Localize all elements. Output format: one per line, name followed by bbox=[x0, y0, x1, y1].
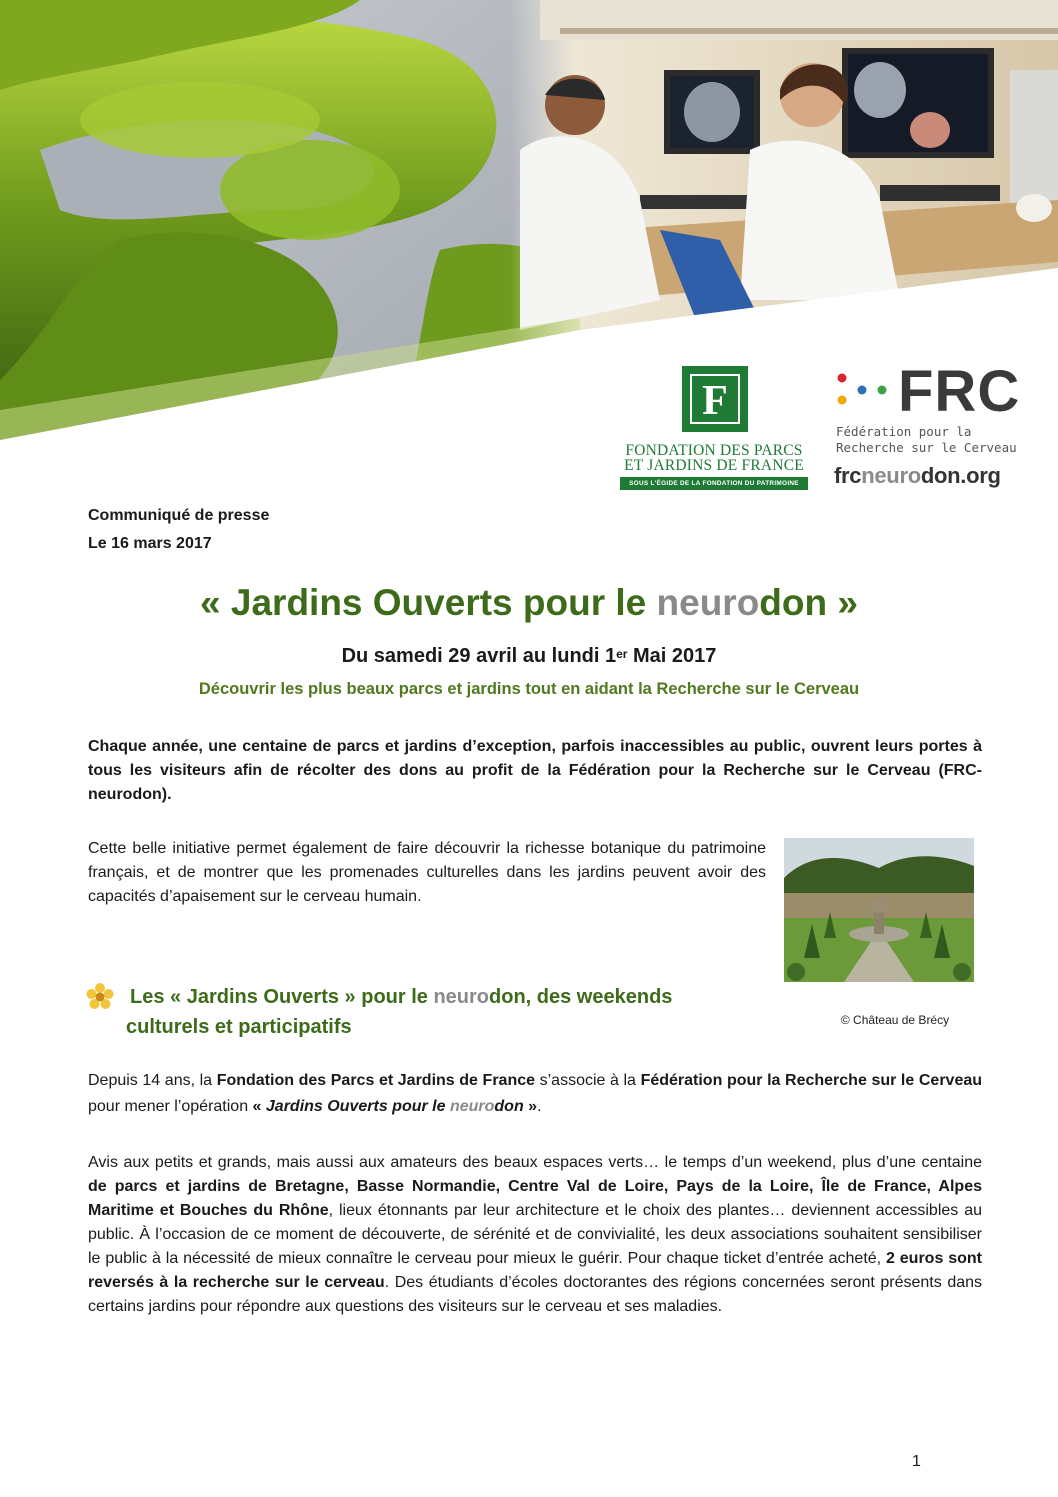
fpjf-emblem-letter: F bbox=[690, 374, 740, 424]
avis-b1: de parcs et jardins de Bretagne, Basse Normandie, Centre Val de Loire, Pays de la Loire, Île de France, Alpes Maritime et Bouches du Rhône bbox=[88, 1178, 982, 1219]
avis-t1: Avis aux petits et grands, mais aussi aux amateurs des beaux espaces verts… le temps d’un weekend, plus d’une centaine bbox=[88, 1154, 982, 1171]
heading-part-b: don, des weekends bbox=[489, 986, 673, 1008]
fpjf-emblem-icon bbox=[682, 366, 748, 432]
press-release-label: Communiqué de presse bbox=[88, 507, 270, 524]
frc-acronym: FRC bbox=[898, 359, 1021, 424]
depuis-quote-close: » bbox=[523, 1098, 538, 1115]
garden-photo bbox=[784, 838, 974, 982]
depuis-b2: Fédération pour la Recherche sur le Cerveau bbox=[640, 1072, 983, 1089]
depuis-t3: pour mener l’opération bbox=[88, 1098, 253, 1115]
event-dates bbox=[0, 642, 1058, 670]
depuis-op-neuro: neuro bbox=[449, 1098, 495, 1115]
title-part-don: don bbox=[759, 582, 828, 623]
partnership-paragraph bbox=[88, 1068, 982, 1120]
page-title bbox=[0, 578, 1058, 628]
date-part-sup: er bbox=[616, 647, 628, 661]
heading-part-a: Les « Jardins Ouverts » pour le bbox=[130, 986, 434, 1008]
fpjf-name-line1: FONDATION DES PARCS bbox=[625, 442, 803, 459]
section-heading bbox=[126, 982, 786, 1042]
botanic-paragraph: Cette belle initiative permet également de faire découvrir la richesse botanique du patrimoine français, et de montrer que les promenades culturelles dans les jardins peuvent avoir des capacités d’apaisement sur le cerveau humain. bbox=[88, 840, 766, 905]
frc-logo bbox=[832, 359, 1032, 494]
frc-url: frcneurodon.org bbox=[834, 463, 1001, 488]
avis-t3: . Des étudiants d’écoles doctorantes des régions concernées seront présents dans certains jardins pour répondre aux questions des visiteurs sur le cerveau et ses maladies. bbox=[88, 1274, 983, 1315]
frc-name-line2: Recherche sur le Cerveau bbox=[836, 440, 1017, 455]
page-number: 1 bbox=[912, 1453, 921, 1470]
heading-part-neuro: neuro bbox=[433, 986, 490, 1008]
depuis-quote-open: « bbox=[252, 1098, 266, 1115]
depuis-t1: Depuis 14 ans, la bbox=[88, 1072, 217, 1089]
depuis-op-title: Jardins Ouverts pour le bbox=[265, 1098, 450, 1115]
depuis-op-don: don bbox=[494, 1098, 524, 1115]
title-part-neuro: neuro bbox=[656, 582, 760, 623]
flower-icon bbox=[86, 983, 114, 1011]
frc-name-line1: Fédération pour la bbox=[836, 424, 972, 439]
fpjf-name-line2: ET JARDINS DE FRANCE bbox=[624, 457, 804, 474]
heading-line2: culturels et participatifs bbox=[126, 1016, 352, 1038]
date-part-before: Du samedi 29 avril au lundi 1 bbox=[341, 645, 617, 667]
title-part-open: « Jardins Ouverts pour le bbox=[200, 582, 657, 623]
fpjf-tagline: SOUS L'ÉGIDE DE LA FONDATION DU PATRIMOINE bbox=[620, 477, 808, 490]
date-part-after: Mai 2017 bbox=[627, 645, 717, 667]
intro-paragraph: Chaque année, une centaine de parcs et jardins d’exception, parfois inaccessibles au public, ouvrent leurs portes à tous les visiteurs afin de récolter des dons au profit de la Fédération pour la Recherche sur le Cerveau (FRC-neurodon). bbox=[88, 738, 982, 803]
invitation-paragraph bbox=[88, 1151, 982, 1319]
avis-t2: , lieux étonnants par leur architecture et le choix des plantes… deviennent accessibles au public. À l’occasion de ce moment de découverte, de sérénité et de convivialité, les deux associations souhaitent sensibiliser le public à la nécessité de mieux connaître le cerveau pour mieux le guérir. Pour chaque ticket d’entrée acheté, bbox=[88, 1202, 982, 1267]
depuis-t4: . bbox=[537, 1098, 542, 1115]
depuis-t2: s’associe à la bbox=[535, 1072, 641, 1089]
photo-credit: © Château de Brécy bbox=[840, 1013, 950, 1027]
avis-b2: 2 euros sont reversés à la recherche sur le cerveau bbox=[88, 1250, 982, 1291]
press-release-date: Le 16 mars 2017 bbox=[88, 535, 212, 552]
depuis-b1: Fondation des Parcs et Jardins de France bbox=[216, 1072, 536, 1089]
title-part-close: » bbox=[827, 582, 858, 623]
frc-dots-icon bbox=[836, 372, 892, 408]
page-subtitle: Découvrir les plus beaux parcs et jardins tout en aidant la Recherche sur le Cerveau bbox=[198, 680, 860, 698]
fpjf-logo bbox=[618, 366, 810, 492]
